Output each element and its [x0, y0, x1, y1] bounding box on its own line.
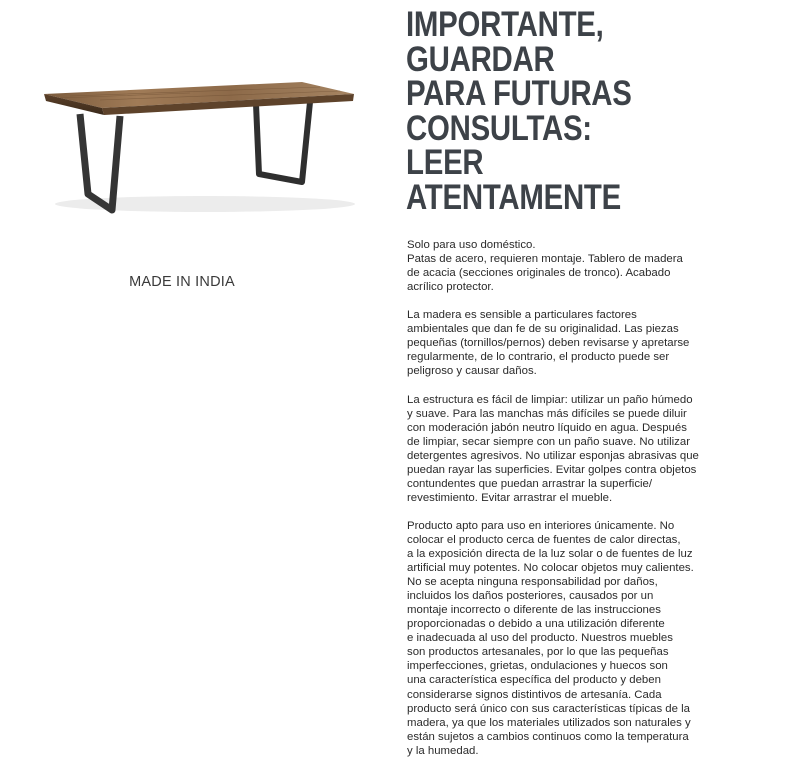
title-line: IMPORTANTE, — [406, 5, 604, 44]
text-line: de limpiar, secar siempre con un paño suave. No utilizar — [407, 435, 691, 448]
paragraph-usage — [407, 238, 752, 294]
text-line: proporcionadas o debido a una utilización diferente — [407, 618, 665, 631]
text-line: están sujetos a cambios continuos como la temperatura — [407, 730, 689, 743]
title-line: PARA FUTURAS — [406, 74, 632, 113]
text-line: Producto apto para uso en interiores únicamente. No — [407, 519, 675, 532]
made-in-label: MADE IN INDIA — [129, 274, 235, 290]
text-line: La estructura es fácil de limpiar: utilizar un paño húmedo — [407, 393, 693, 406]
text-line: No se acepta ninguna responsabilidad por daños, — [407, 576, 658, 589]
text-line: Patas de acero, requieren montaje. Tablero de madera — [407, 253, 683, 266]
text-line: artificial muy potentes. No colocar objetos muy calientes. — [407, 562, 694, 575]
text-line: regularmente, de lo contrario, el producto puede ser — [407, 351, 670, 364]
text-line: contundentes que puedan arrastrar la superficie/ — [407, 477, 653, 490]
text-line: con moderación jabón neutro líquido en agua. Después — [407, 421, 687, 434]
text-line: La madera es sensible a particulares factores — [407, 309, 637, 322]
text-line: son productos artesanales, por lo que las pequeñas — [407, 646, 669, 659]
text-line: revestimiento. Evitar arrastrar el mueble. — [407, 491, 613, 504]
text-line: e inadecuada al uso del producto. Nuestros muebles — [407, 632, 673, 645]
title-line: GUARDAR — [406, 39, 555, 79]
text-line: a la exposición directa de la luz solar o de fuentes de luz — [407, 548, 693, 561]
text-line: de acacia (secciones originales de tronco). Acabado — [407, 267, 671, 280]
text-line: incluidos los daños posteriores, causados por un — [407, 590, 654, 603]
page-title — [406, 5, 725, 217]
text-line: acrílico protector. — [407, 281, 494, 294]
title-line: LEER — [406, 143, 484, 182]
text-line: detergentes agresivos. No utilizar esponjas abrasivas que — [407, 449, 699, 462]
text-line: Solo para uso doméstico. — [407, 239, 536, 251]
dining-table-image — [40, 68, 360, 218]
text-line: considerarse signos distintivos de artesanía. Cada — [407, 688, 662, 701]
text-line: pequeñas (tornillos/pernos) deben revisarse y apretarse — [407, 337, 690, 350]
instructions-text — [407, 238, 752, 758]
paragraph-indoor-use — [407, 519, 752, 758]
text-line: producto será único con sus características típicas de la — [407, 702, 691, 715]
paragraph-cleaning — [407, 393, 752, 505]
text-line: puedan rayar las superficies. Evitar golpes contra objetos — [407, 463, 697, 476]
text-line: imperfecciones, grietas, ondulaciones y huecos son — [407, 660, 668, 673]
text-line: y suave. Para las manchas más difíciles se puede diluir — [407, 407, 687, 420]
text-line: peligroso y causar daños. — [407, 365, 537, 378]
text-line: ambientales que dan fe de su originalidad. Las piezas — [407, 323, 679, 336]
text-line: montaje incorrecto o diferente de las instrucciones — [407, 604, 661, 617]
text-line: madera, ya que los materiales utilizados son naturales y — [407, 716, 691, 729]
text-line: colocar el producto cerca de fuentes de calor directas, — [407, 533, 681, 546]
title-line: ATENTAMENTE — [406, 177, 621, 217]
text-line: una característica específica del producto y deben — [407, 674, 661, 687]
paragraph-wood-care — [407, 308, 752, 378]
title-line: CONSULTAS: — [406, 108, 592, 148]
text-line: y la humedad. — [407, 744, 479, 757]
